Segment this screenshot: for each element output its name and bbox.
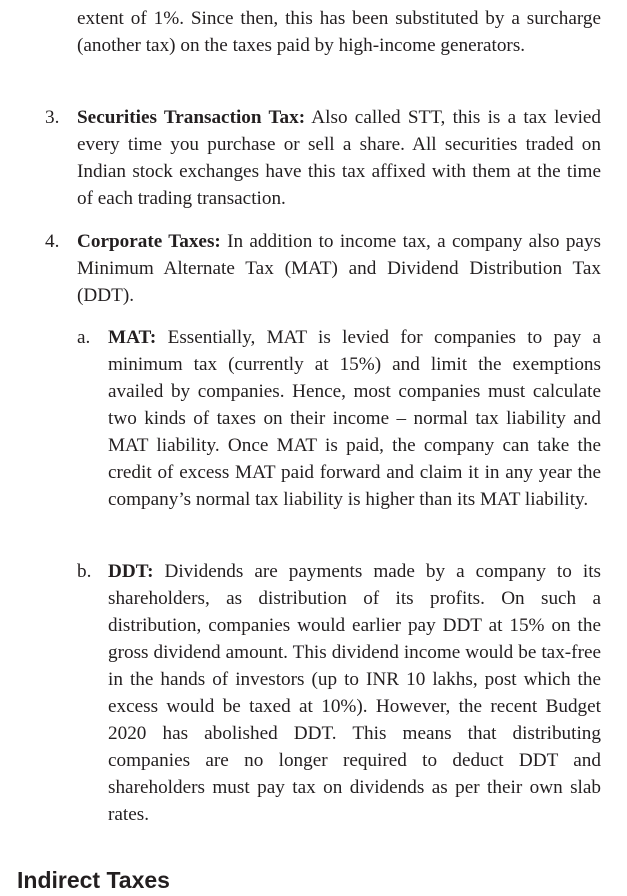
sublist-item-letter: a. [77,327,91,348]
sublist-item-term: MAT: [108,327,157,348]
list-item-text: Also called STT, this is a tax levied every time you purchase or sell a share. All securities traded on Indian stock exchanges have this tax affixed with them at the time of each trading transaction. [77,107,602,209]
sublist-item-text: Dividends are payments made by a company to its shareholders, as distribution of its profits. On such a distribution, companies would earlier pay DDT at 15% on the gross dividend amount. This dividend income would be tax-free in the hands of investors (up to INR 10 lakhs, post which the excess would be taxed at 10%). However, the recent Budget 2020 has abolished DDT. This means that distributing companies are no longer required to deduct DDT and shareholders must pay tax on dividends as per their own slab rates. [108,561,601,825]
list-item-number: 3. [45,107,60,128]
section-heading: Indirect Taxes [17,867,170,893]
list-item-corporate-taxes [77,228,601,309]
continuation-paragraph: extent of 1%. Since then, this has been substituted by a surcharge (another tax) on the taxes paid by high-income generators. [77,8,601,56]
list-item-text: In addition to income tax, a company also pays Minimum Alternate Tax (MAT) and Dividend Distribution Tax (DDT). [77,231,602,306]
sublist-item-text: Essentially, MAT is levied for companies to pay a minimum tax (currently at 15%) and limit the exemptions availed by companies. Hence, most companies must calculate two kinds of taxes on their income – normal tax liability and MAT liability. Once MAT is paid, the company can take the credit of excess MAT paid forward and claim it in any year the company’s normal tax liability is higher than its MAT liability. [108,327,601,510]
list-item-term: Securities Transaction Tax: [77,107,306,128]
sublist-item-letter: b. [77,561,92,582]
sublist-item-mat [108,324,601,513]
sublist-item-term: DDT: [108,561,154,582]
list-item-term: Corporate Taxes: [77,231,221,252]
list-item-securities-transaction-tax [77,104,601,212]
list-item-number: 4. [45,231,60,252]
sublist-item-ddt [108,558,601,828]
